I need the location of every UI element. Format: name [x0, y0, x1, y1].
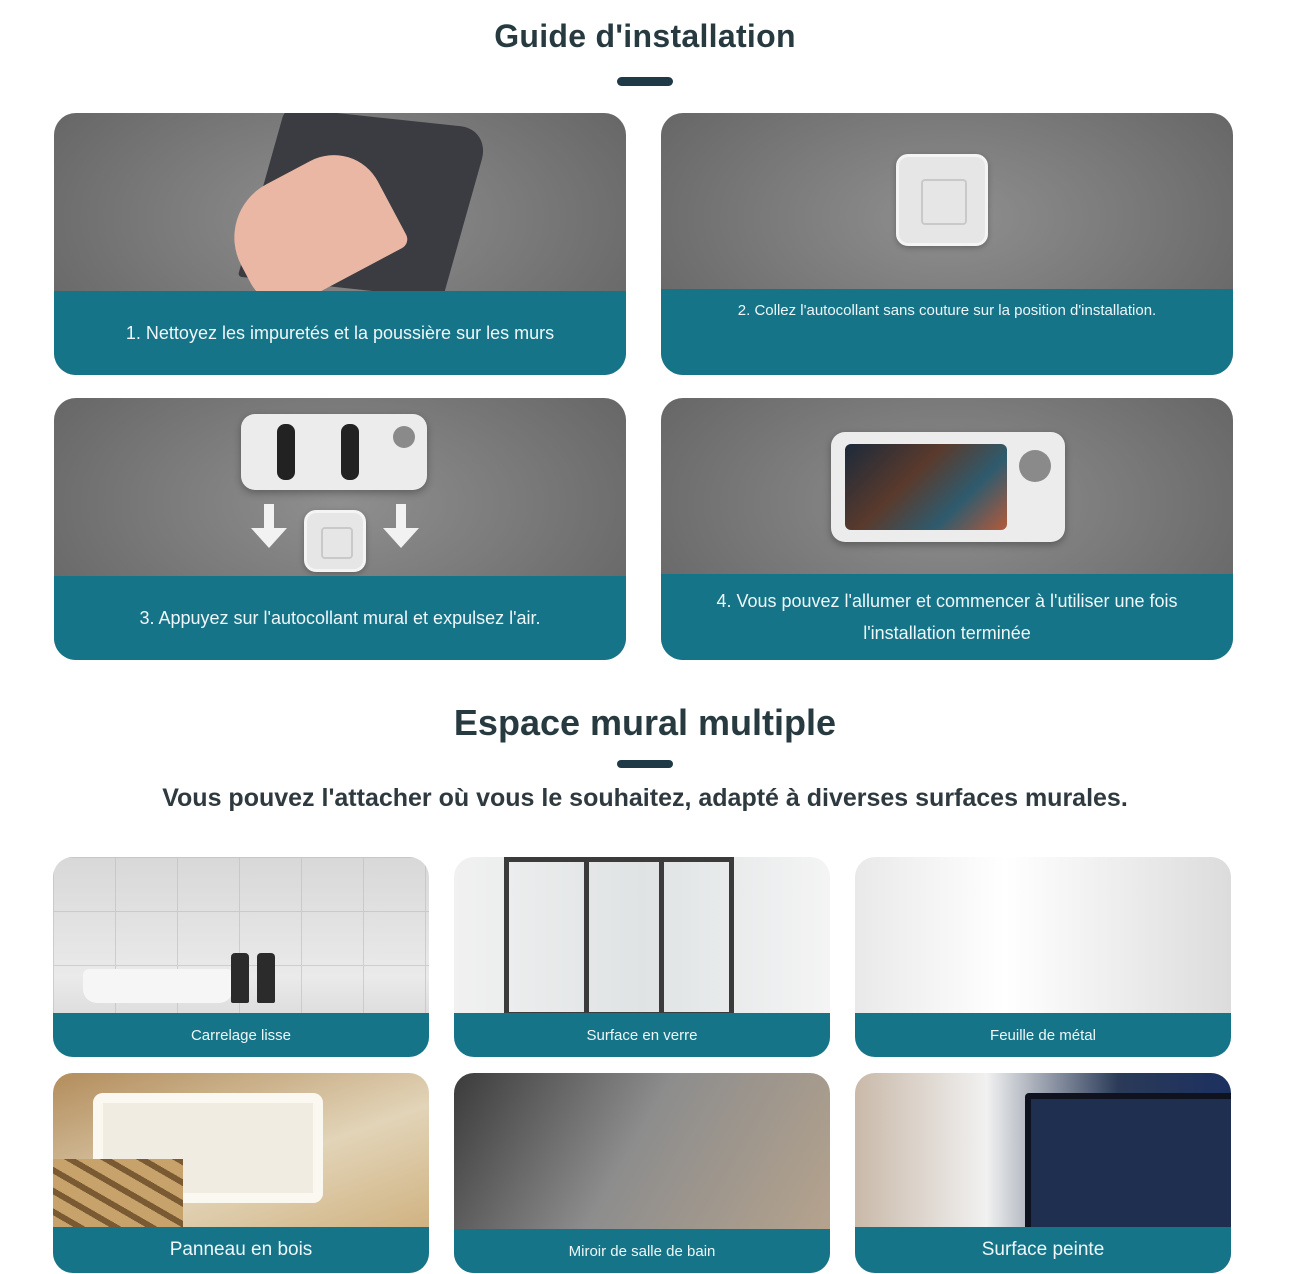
- phone-holder-with-phone-image: [831, 432, 1065, 542]
- surface-caption-band: [454, 1013, 830, 1057]
- holder-clip: [341, 424, 359, 480]
- shower-frame-image: [584, 857, 734, 1017]
- arrow-down-icon-stem: [264, 504, 274, 528]
- step-card-2: [661, 113, 1233, 375]
- surface-caption: Surface peinte: [981, 1239, 1105, 1260]
- step-caption-band: [54, 576, 626, 660]
- title-underline: [617, 77, 673, 86]
- surface-caption-band: [855, 1227, 1231, 1273]
- wall-space-subtitle: Vous pouvez l'attacher où vous le souhaitez, adapté à diverses surfaces murales.: [162, 784, 1128, 812]
- step-card-1: [54, 113, 626, 375]
- adhesive-pad-image: [896, 154, 988, 246]
- wall-space-title: Espace mural multiple: [453, 702, 837, 743]
- step-caption: 1. Nettoyez les impuretés et la poussière sur les murs: [125, 323, 555, 343]
- surface-caption: Miroir de salle de bain: [568, 1242, 716, 1260]
- phone-holder-image: [241, 414, 427, 490]
- step-caption: 2. Collez l'autocollant sans couture sur la position d'installation.: [737, 302, 1157, 319]
- surface-card-painted: [855, 1073, 1231, 1273]
- step-card-3: [54, 398, 626, 660]
- surface-caption-band: [53, 1013, 429, 1057]
- arrow-down-icon: [251, 528, 287, 548]
- step-caption: 3. Appuyez sur l'autocollant mural et expulsez l'air.: [139, 608, 541, 628]
- arrow-down-icon: [383, 528, 419, 548]
- surface-card-glass: [454, 857, 830, 1057]
- surface-card-mirror: [454, 1073, 830, 1273]
- surface-card-tile: [53, 857, 429, 1057]
- adhesive-pad-image: [304, 510, 366, 572]
- bottle-image: [231, 953, 249, 1003]
- arrow-down-icon-stem: [396, 504, 406, 528]
- wood-slats-image: [53, 1159, 183, 1229]
- surface-caption-band: [454, 1229, 830, 1273]
- surface-card-metal: [855, 857, 1231, 1057]
- step-caption-band: [661, 289, 1233, 375]
- phone-screen-image: [845, 444, 1007, 530]
- surface-caption-band: [53, 1227, 429, 1273]
- sink-image: [83, 969, 233, 1003]
- speaker-icon: [1019, 450, 1051, 482]
- surface-caption: Carrelage lisse: [190, 1026, 292, 1044]
- surface-caption: Feuille de métal: [990, 1026, 1096, 1044]
- title-underline: [617, 760, 673, 768]
- holder-clip: [277, 424, 295, 480]
- step-card-4: [661, 398, 1233, 660]
- surface-caption: Panneau en bois: [169, 1239, 313, 1260]
- painted-panel-image: [1025, 1093, 1231, 1233]
- bottle-image: [257, 953, 275, 1003]
- surface-caption-band: [855, 1013, 1231, 1057]
- step-caption-band: [661, 574, 1233, 660]
- surface-caption: Surface en verre: [586, 1026, 698, 1044]
- step-caption-band: [54, 291, 626, 375]
- install-guide-title: Guide d'installation: [494, 18, 796, 54]
- speaker-icon: [393, 426, 415, 448]
- surface-card-wood: [53, 1073, 429, 1273]
- step-caption: 4. Vous pouvez l'allumer et commencer à l'utiliser une fois l'installation terminée: [716, 591, 1178, 643]
